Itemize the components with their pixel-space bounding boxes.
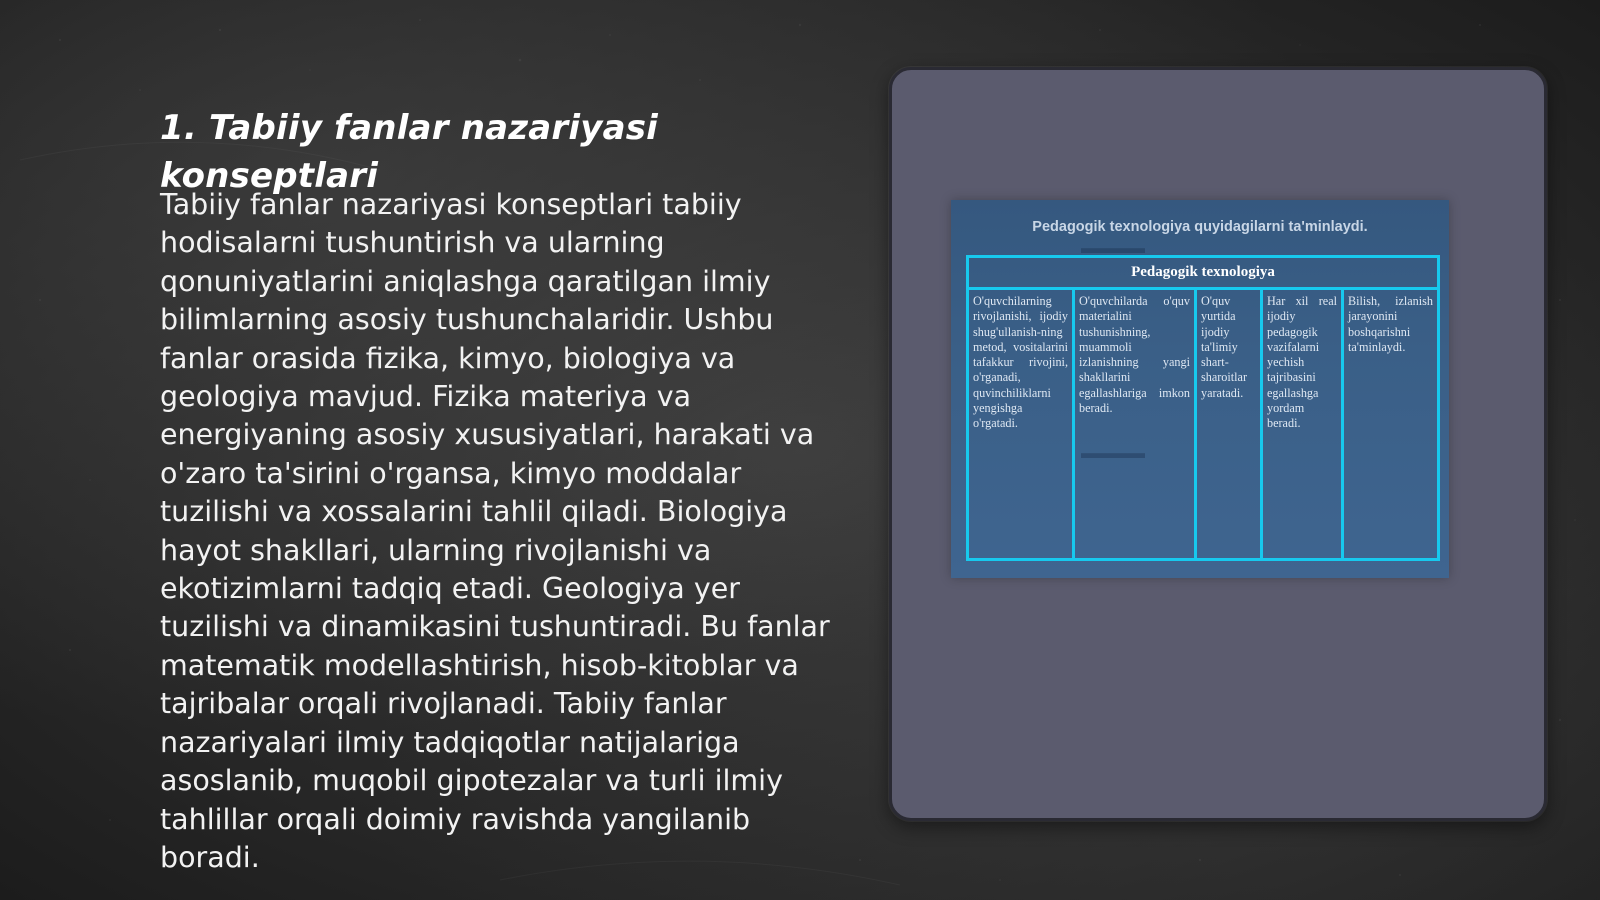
- diagram-column: O'quvchilarda o'quv materialini tushunishning, muammoli izlanishning yangi shakllarini egallashlariga imkon beradi.: [1075, 290, 1197, 558]
- pedagogy-diagram: [966, 255, 1440, 561]
- diagram-columns: [969, 290, 1437, 558]
- slide-title: 1. Tabiiy fanlar nazariyasi konseptlari: [160, 108, 659, 196]
- diagram-column: O'quv yurtida ijodiy ta'limiy shart-sharoitlar yaratadi.: [1197, 290, 1263, 558]
- diagram-header: Pedagogik texnologiya: [969, 258, 1437, 290]
- diagram-picture: [951, 200, 1449, 578]
- diagram-column: Har xil real ijodiy pedagogik vazifalarni yechish tajribasini egallashga yordam beradi.: [1263, 290, 1344, 558]
- faint-background-mark: ▬▬▬▬: [1081, 240, 1145, 257]
- picture-caption: Pedagogik texnologiya quyidagilarni ta'minlaydi.: [1032, 219, 1368, 235]
- faint-background-mark: ▬▬▬▬: [1081, 445, 1145, 462]
- diagram-column: Bilish, izlanish jarayonini boshqarishni ta'minlaydi.: [1348, 294, 1433, 354]
- diagram-column: O'quvchilarning rivojlanishi, ijodiy shug'ullanish-ning metod, vositalarini tafakkur rivojini, o'rganadi, quvinchiliklarni yengishga o'rgatadi.: [969, 290, 1075, 558]
- slide-body-text: Tabiiy fanlar nazariyasi konseptlari tabiiy hodisalarni tushuntirish va ularning qonuniyatlarini aniqlashga qaratilgan ilmiy bilimlarning asosiy tushunchalaridir. Ushbu fanlar orasida fizika, kimyo, biologiya va geologiya mavjud. Fizika materiya va energiyaning asosiy xususiyatlari, harakati va o'zaro ta'sirini o'rgansa, kimyo moddalar tuzilishi va xossalarini tahlil qiladi. Biologiya hayot shakllari, ularning rivojlanishi va ekotizimlarni tadqiq etadi. Geologiya yer tuzilishi va dinamikasini tushuntiradi. Bu fanlar matematik modellashtirish, hisob-kitoblar va tajribalar orqali rivojlanadi. Tabiiy fanlar nazariyalari ilmiy tadqiqotlar natijalariga asoslanib, muqobil gipotezalar va turli ilmiy tahlillar orqali doimiy ravishda yangilanib boradi.: [160, 188, 830, 874]
